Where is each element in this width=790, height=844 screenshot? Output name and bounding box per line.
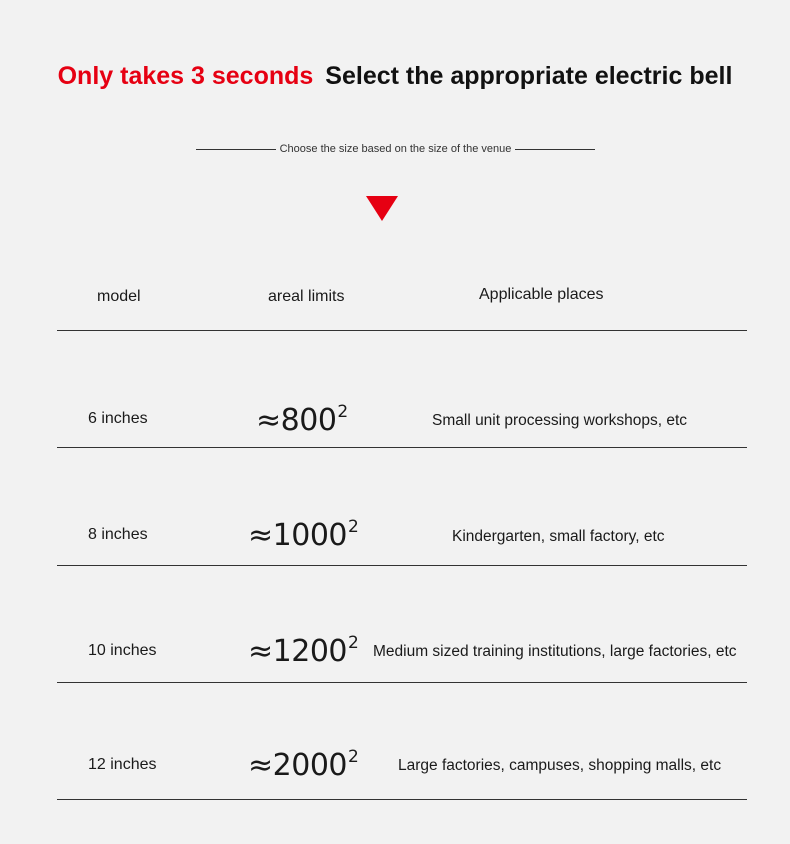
- headline-main: Select the appropriate electric bell: [325, 62, 733, 90]
- row-12-places: Large factories, campuses, shopping malls, etc: [398, 757, 722, 774]
- area-exponent: 2: [348, 517, 359, 537]
- row-divider: [57, 565, 747, 566]
- row-10-model: 10 inches: [88, 642, 157, 659]
- approx-symbol: ≈: [256, 403, 281, 438]
- headline-highlight: Only takes 3 seconds: [57, 62, 314, 90]
- page-headline: [0, 62, 790, 91]
- row-8-model: 8 inches: [88, 526, 148, 543]
- area-value: 800: [280, 403, 337, 438]
- row-8-area: [248, 517, 358, 553]
- subtitle-text: Choose the size based on the size of the venue: [279, 143, 512, 155]
- down-arrow-icon: [366, 196, 398, 221]
- area-value: 2000: [272, 748, 347, 783]
- row-10-places: Medium sized training institutions, large factories, etc: [373, 643, 737, 660]
- area-exponent: 2: [337, 402, 348, 422]
- row-6-area: [256, 402, 348, 438]
- row-10-area: [248, 633, 358, 669]
- approx-symbol: ≈: [248, 748, 273, 783]
- header-applicable-places: Applicable places: [479, 286, 604, 303]
- row-divider: [57, 682, 747, 683]
- area-value: 1000: [272, 518, 347, 553]
- area-value: 1200: [272, 634, 347, 669]
- header-areal-limits: areal limits: [268, 288, 345, 305]
- row-6-model: 6 inches: [88, 410, 148, 427]
- row-divider: [57, 447, 747, 448]
- row-6-places: Small unit processing workshops, etc: [432, 412, 688, 429]
- row-8-places: Kindergarten, small factory, etc: [452, 528, 665, 545]
- subtitle-left-rule: [196, 149, 276, 150]
- subtitle-row: [196, 141, 595, 157]
- approx-symbol: ≈: [248, 634, 273, 669]
- subtitle-right-rule: [515, 149, 595, 150]
- approx-symbol: ≈: [248, 518, 273, 553]
- row-12-area: [248, 747, 358, 783]
- row-divider: [57, 799, 747, 800]
- area-exponent: 2: [348, 633, 359, 653]
- area-exponent: 2: [348, 747, 359, 767]
- header-model: model: [97, 288, 141, 305]
- header-divider: [57, 330, 747, 331]
- row-12-model: 12 inches: [88, 756, 157, 773]
